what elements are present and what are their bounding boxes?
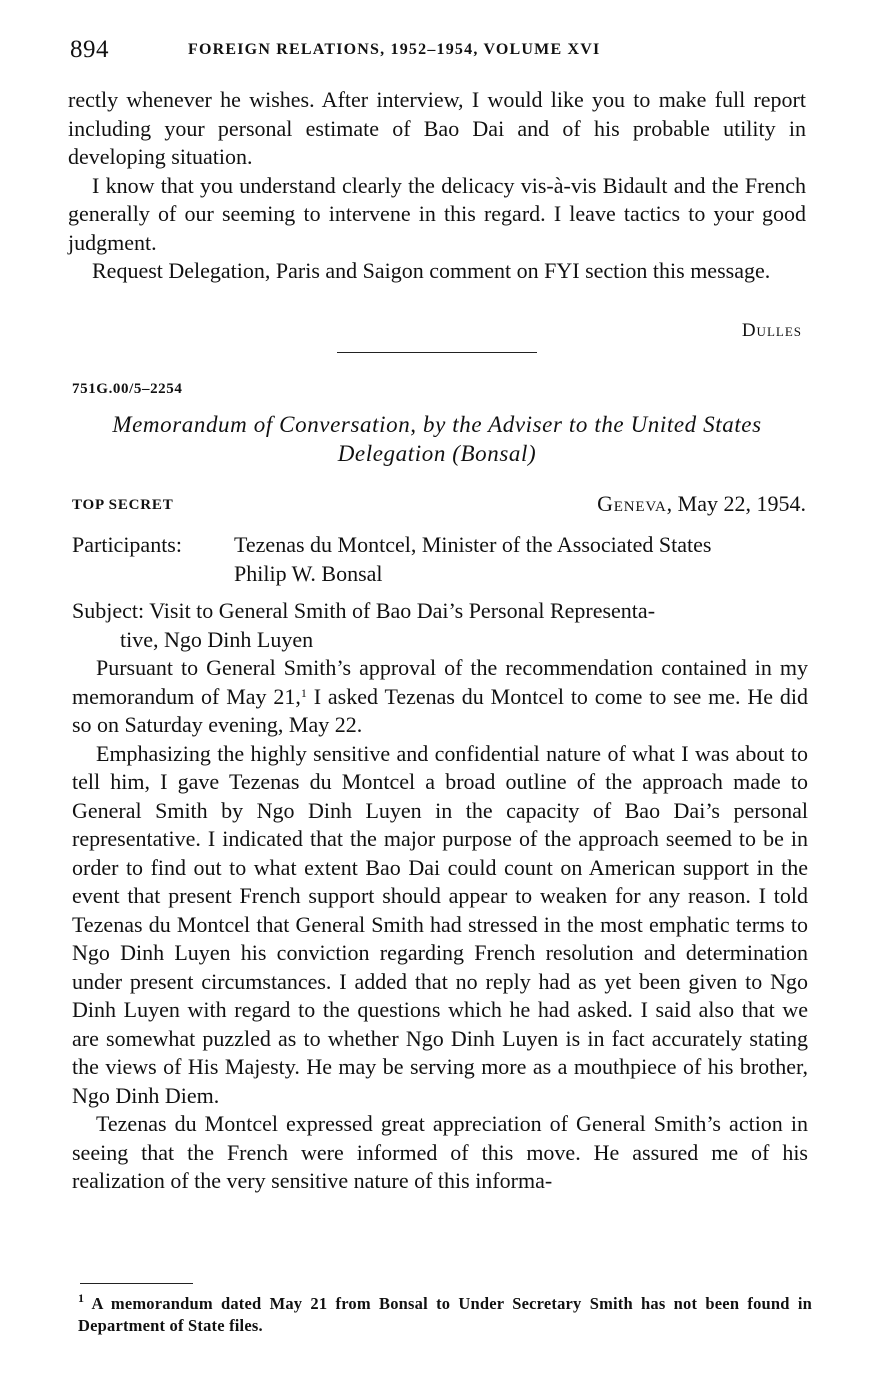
document-title-line: Delegation (Bonsal) bbox=[337, 441, 537, 466]
subject-text-continued: tive, Ngo Dinh Luyen bbox=[120, 626, 314, 652]
document-title bbox=[68, 410, 806, 468]
paragraph: Request Delegation, Paris and Saigon comment on FYI section this message. bbox=[92, 258, 771, 283]
dateline bbox=[597, 491, 806, 517]
footnote-divider bbox=[80, 1283, 193, 1284]
paragraph-text: Pursuant to General Smith’s approval of the recommendation contained in my memorandum of May 21, bbox=[72, 655, 808, 709]
paragraph: rectly whenever he wishes. After interview, I would like you to make full report including your personal estimate of Bao Dai and of his probable utility in developing situation. bbox=[68, 87, 806, 169]
paragraph: Tezenas du Montcel expressed great appreciation of General Smith’s action in seeing that the French were informed of this move. He assured me of his realization of the very sensitive nature of this informa- bbox=[72, 1111, 808, 1193]
dateline-date: , May 22, 1954. bbox=[666, 491, 806, 516]
footnote-text: A memorandum dated May 21 from Bonsal to Under Secretary Smith has not been found in Department of State files. bbox=[78, 1294, 812, 1335]
footnote-marker: 1 bbox=[78, 1291, 85, 1305]
participants-block bbox=[72, 531, 806, 589]
subject-text: Visit to General Smith of Bao Dai’s Personal Representa- bbox=[149, 598, 656, 623]
section-divider bbox=[337, 352, 537, 353]
subject-block bbox=[72, 597, 806, 654]
page-number: 894 bbox=[70, 36, 109, 63]
paragraph-text: I asked Tezenas du Montcel to come to see me. He did so on Saturday evening, May 22. bbox=[72, 683, 808, 737]
footnote-reference: 1 bbox=[300, 685, 307, 700]
participant: Tezenas du Montcel, Minister of the Associated States bbox=[234, 532, 712, 557]
footnote bbox=[78, 1293, 812, 1337]
dateline-place: Geneva bbox=[597, 491, 667, 516]
subject-label: Subject: bbox=[72, 598, 145, 623]
page-header bbox=[70, 36, 810, 66]
previous-document-text bbox=[68, 86, 806, 286]
participants-list bbox=[234, 531, 711, 588]
participant: Philip W. Bonsal bbox=[234, 560, 383, 586]
running-title: FOREIGN RELATIONS, 1952–1954, VOLUME XVI bbox=[188, 41, 601, 58]
memorandum-body bbox=[72, 654, 808, 1196]
paragraph: Emphasizing the highly sensitive and confidential nature of what I was about to tell him, I gave Tezenas du Montcel a broad outline of the approach made to General Smith by Ngo Dinh Luyen in the capacity of Bao Dai’s personal representative. I indicated that the major purpose of the approach seemed to be in order to find out to what extent Bao Dai could count on American support in the event that present French support should appear to weaken for any reason. I told Tezenas du Montcel that General Smith had stressed in the most emphatic terms to Ngo Dinh Luyen his conviction regarding French resolution and determination under present circumstances. I added that no reply had as yet been given to Ngo Dinh Luyen with regard to the questions which he had asked. I said also that we are somewhat puzzled as to whether Ngo Dinh Luyen is in fact accurately stating the views of His Majesty. He may be serving more as a mouthpiece of his brother, Ngo Dinh Diem. bbox=[72, 740, 808, 1108]
paragraph bbox=[72, 654, 808, 740]
paragraph: I know that you understand clearly the delicacy vis-à-vis Bidault and the French generally of our seeming to intervene in this regard. I leave tactics to your good judgment. bbox=[68, 172, 806, 255]
file-number: 751G.00/5–2254 bbox=[72, 381, 183, 397]
document-title-line: Memorandum of Conversation, by the Adviser to the United States bbox=[112, 412, 762, 437]
classification-label: TOP SECRET bbox=[72, 497, 174, 513]
signer-name: Dulles bbox=[741, 320, 802, 341]
participants-label: Participants: bbox=[72, 532, 182, 557]
